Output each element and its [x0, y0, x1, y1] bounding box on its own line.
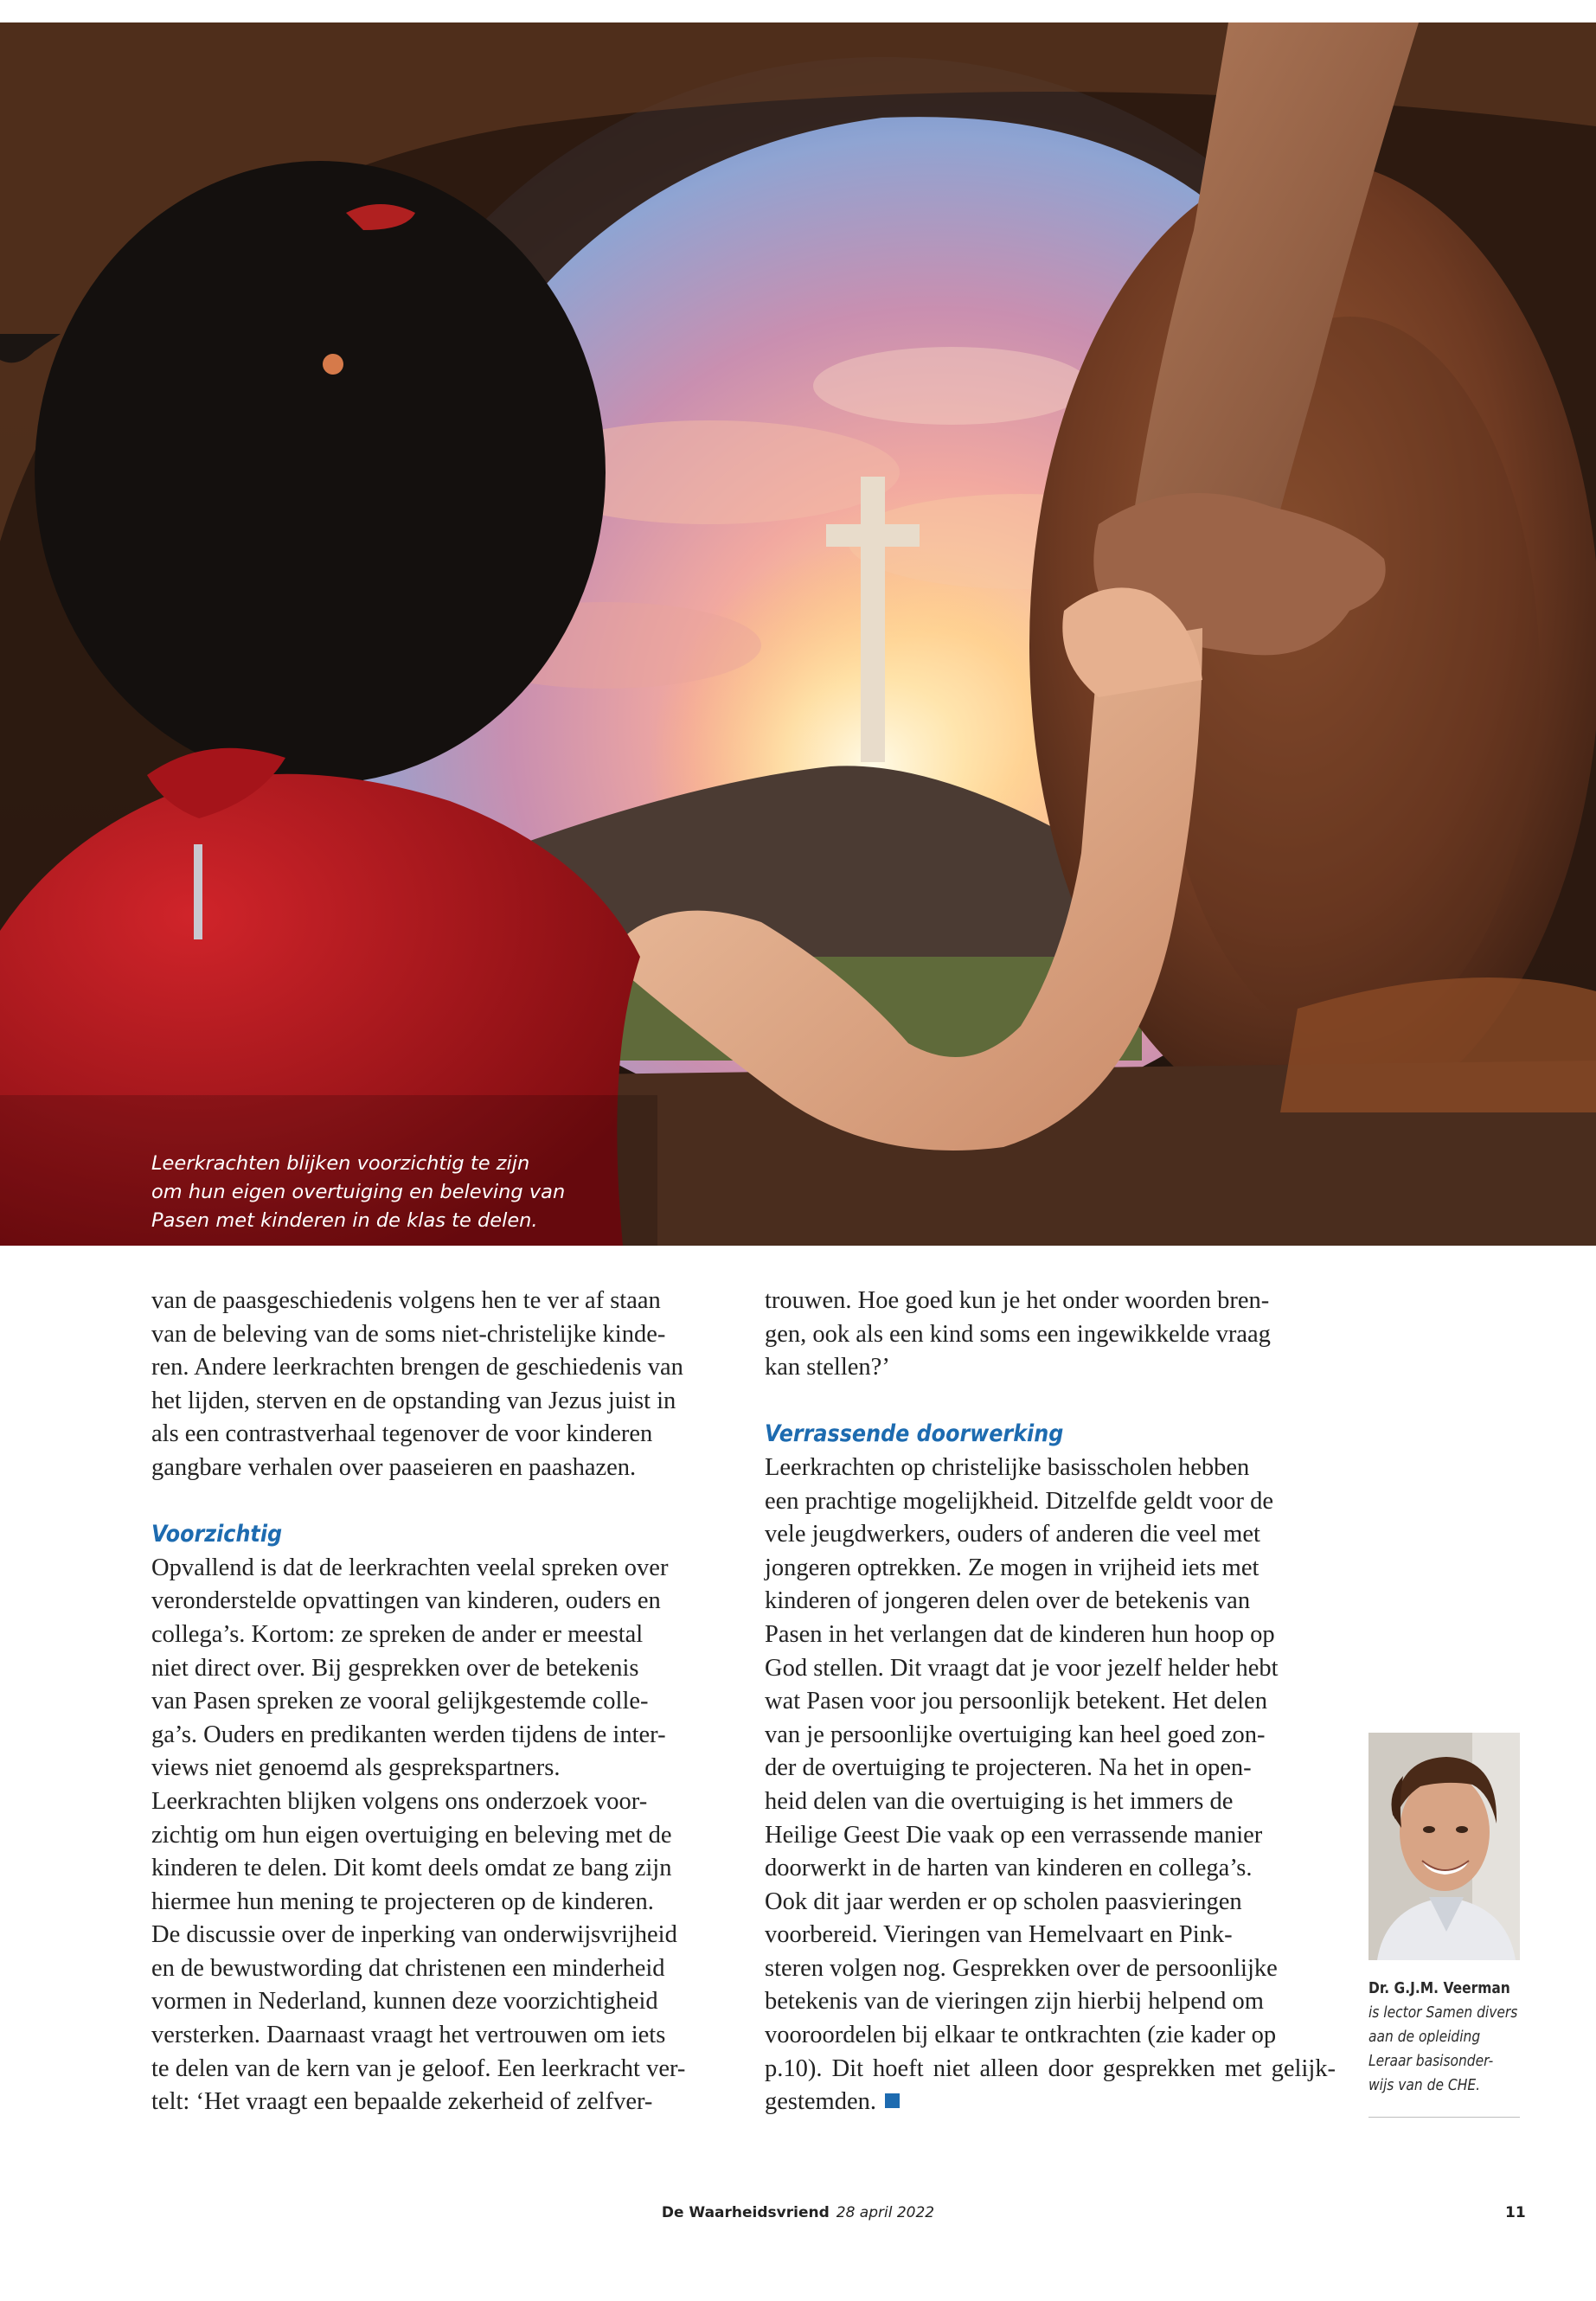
hero-image	[0, 22, 1596, 1246]
text-line: trouwen. Hoe goed kun je het onder woorden bren-	[765, 1287, 1270, 1314]
text-line: steren volgen nog. Gesprekken over de persoonlijke	[765, 1954, 1278, 1982]
text-line: De discussie over de inperking van onderwijsvrijheid	[151, 1921, 677, 1949]
text-line: een prachtige mogelijkheid. Ditzelfde geldt voor de	[765, 1487, 1273, 1515]
text-line: als een contrastverhaal tegenover de voor kinderen	[151, 1420, 653, 1448]
text-line: heid delen van die overtuiging is het immers de	[765, 1787, 1234, 1815]
text-line-end: gestemden.	[765, 2088, 877, 2116]
text-line: kinderen te delen. Dit komt deels omdat ze bang zijn	[151, 1855, 672, 1882]
text-line: wat Pasen voor jou persoonlijk betekent. Het delen	[765, 1688, 1267, 1715]
subheading-voorzichtig: Voorzichtig	[151, 1521, 283, 1548]
text-line: zichtig om hun eigen overtuiging en beleving met de	[151, 1821, 672, 1849]
text-line: God stellen. Dit vraagt dat je voor jezelf helder hebt	[765, 1654, 1279, 1682]
article-column-right	[765, 1285, 1336, 2119]
text-line: veronderstelde opvattingen van kinderen, ouders en	[151, 1587, 661, 1615]
page-number: 11	[1505, 2204, 1526, 2221]
text-line: Leerkrachten blijken volgens ons onderzoek voor-	[151, 1787, 648, 1815]
text-line: versterken. Daarnaast vraagt het vertrouwen om iets	[151, 2022, 666, 2049]
text-line: gen, ook als een kind soms een ingewikkelde vraag	[765, 1320, 1271, 1348]
text-line: Opvallend is dat de leerkrachten veelal spreken over	[151, 1554, 669, 1581]
magazine-name: De Waarheidsvriend	[661, 2204, 830, 2221]
text-line: ren. Andere leerkrachten brengen de geschiedenis van	[151, 1354, 683, 1381]
text-line: telt: ‘Het vraagt een bepaalde zekerheid of zelfver-	[151, 2088, 653, 2116]
text-line: vooroordelen bij elkaar te ontkrachten (zie kader op	[765, 2022, 1277, 2049]
text-line: der de overtuiging te projecteren. Na het in open-	[765, 1754, 1252, 1782]
end-of-article-mark	[885, 2093, 900, 2108]
author-bio-line: Leraar basisonder-	[1368, 2052, 1494, 2070]
easter-tomb-illustration	[0, 22, 1596, 1246]
paragraph-gap	[765, 1385, 1336, 1419]
author-portrait	[1368, 1733, 1520, 1960]
text-line: collega’s. Kortom: ze spreken de ander er meestal	[151, 1620, 644, 1648]
text-line: het lijden, sterven en de opstanding van Jezus juist in	[151, 1387, 676, 1414]
text-line: doorwerkt in de harten van kinderen en collega’s.	[765, 1855, 1253, 1882]
caption-line: om hun eigen overtuiging en beleving van	[151, 1181, 566, 1203]
text-line: gangbare verhalen over paaseieren en paashazen.	[151, 1453, 637, 1481]
caption-line: Leerkrachten blijken voorzichtig te zijn	[151, 1152, 530, 1175]
article-column-left	[151, 1285, 722, 2119]
paragraph-gap	[151, 1485, 722, 1519]
text-line: p.10). Dit hoeft niet alleen door gesprekken met gelijk-	[765, 2054, 1336, 2082]
author-photo	[1368, 1733, 1520, 1960]
text-line: Heilige Geest Die vaak op een verrassende manier	[765, 1821, 1263, 1849]
text-line: kinderen of jongeren delen over de betekenis van	[765, 1587, 1251, 1615]
page-footer	[0, 2204, 1596, 2230]
text-line: views niet genoemd als gesprekspartners.	[151, 1754, 561, 1782]
text-line: voorbereid. Vieringen van Hemelvaart en Pink-	[765, 1921, 1233, 1949]
text-line-last	[765, 2086, 1336, 2119]
author-bio-line: wijs van de CHE.	[1368, 2076, 1481, 2094]
text-line: van Pasen spreken ze vooral gelijkgestemde colle-	[151, 1688, 649, 1715]
text-line: jongeren optrekken. Ze mogen in vrijheid iets met	[765, 1554, 1259, 1581]
text-line: hiermee hun mening te projecteren op de kinderen.	[151, 1888, 654, 1915]
text-line: Ook dit jaar werden er op scholen paasvieringen	[765, 1888, 1242, 1915]
text-line: en de bewustwording dat christenen een minderheid	[151, 1954, 665, 1982]
issue-date: 28 april 2022	[836, 2204, 935, 2221]
author-name: Dr. G.J.M. Veerman	[1368, 1979, 1510, 1997]
author-bio-line: aan de opleiding	[1368, 2028, 1481, 2046]
text-line: betekenis van de vieringen zijn hierbij helpend om	[765, 1988, 1264, 2016]
text-line: Leerkrachten op christelijke basisscholen hebben	[765, 1453, 1250, 1481]
text-line: te delen van de kern van je geloof. Een leerkracht ver-	[151, 2054, 686, 2082]
text-line: kan stellen?’	[765, 1354, 890, 1381]
author-caption	[1368, 1977, 1524, 2098]
hero-caption	[151, 1150, 636, 1235]
subheading-verrassende-doorwerking: Verrassende doorwerking	[765, 1420, 1064, 1448]
footer-masthead	[0, 2204, 1596, 2221]
text-line: vormen in Nederland, kunnen deze voorzichtigheid	[151, 1988, 658, 2016]
text-line: van de paasgeschiedenis volgens hen te ver af staan	[151, 1287, 661, 1314]
text-line: van de beleving van de soms niet-christelijke kinde-	[151, 1320, 666, 1348]
text-line: ga’s. Ouders en predikanten werden tijdens de inter-	[151, 1721, 666, 1748]
text-line: van je persoonlijke overtuiging kan heel goed zon-	[765, 1721, 1266, 1748]
text-line: vele jeugdwerkers, ouders of anderen die veel met	[765, 1521, 1260, 1548]
author-divider	[1368, 2117, 1520, 2118]
text-line: niet direct over. Bij gesprekken over de betekenis	[151, 1654, 639, 1682]
text-line: Pasen in het verlangen dat de kinderen hun hoop op	[765, 1620, 1275, 1648]
author-bio-line: is lector Samen divers	[1368, 2003, 1518, 2022]
caption-line: Pasen met kinderen in de klas te delen.	[151, 1209, 538, 1232]
